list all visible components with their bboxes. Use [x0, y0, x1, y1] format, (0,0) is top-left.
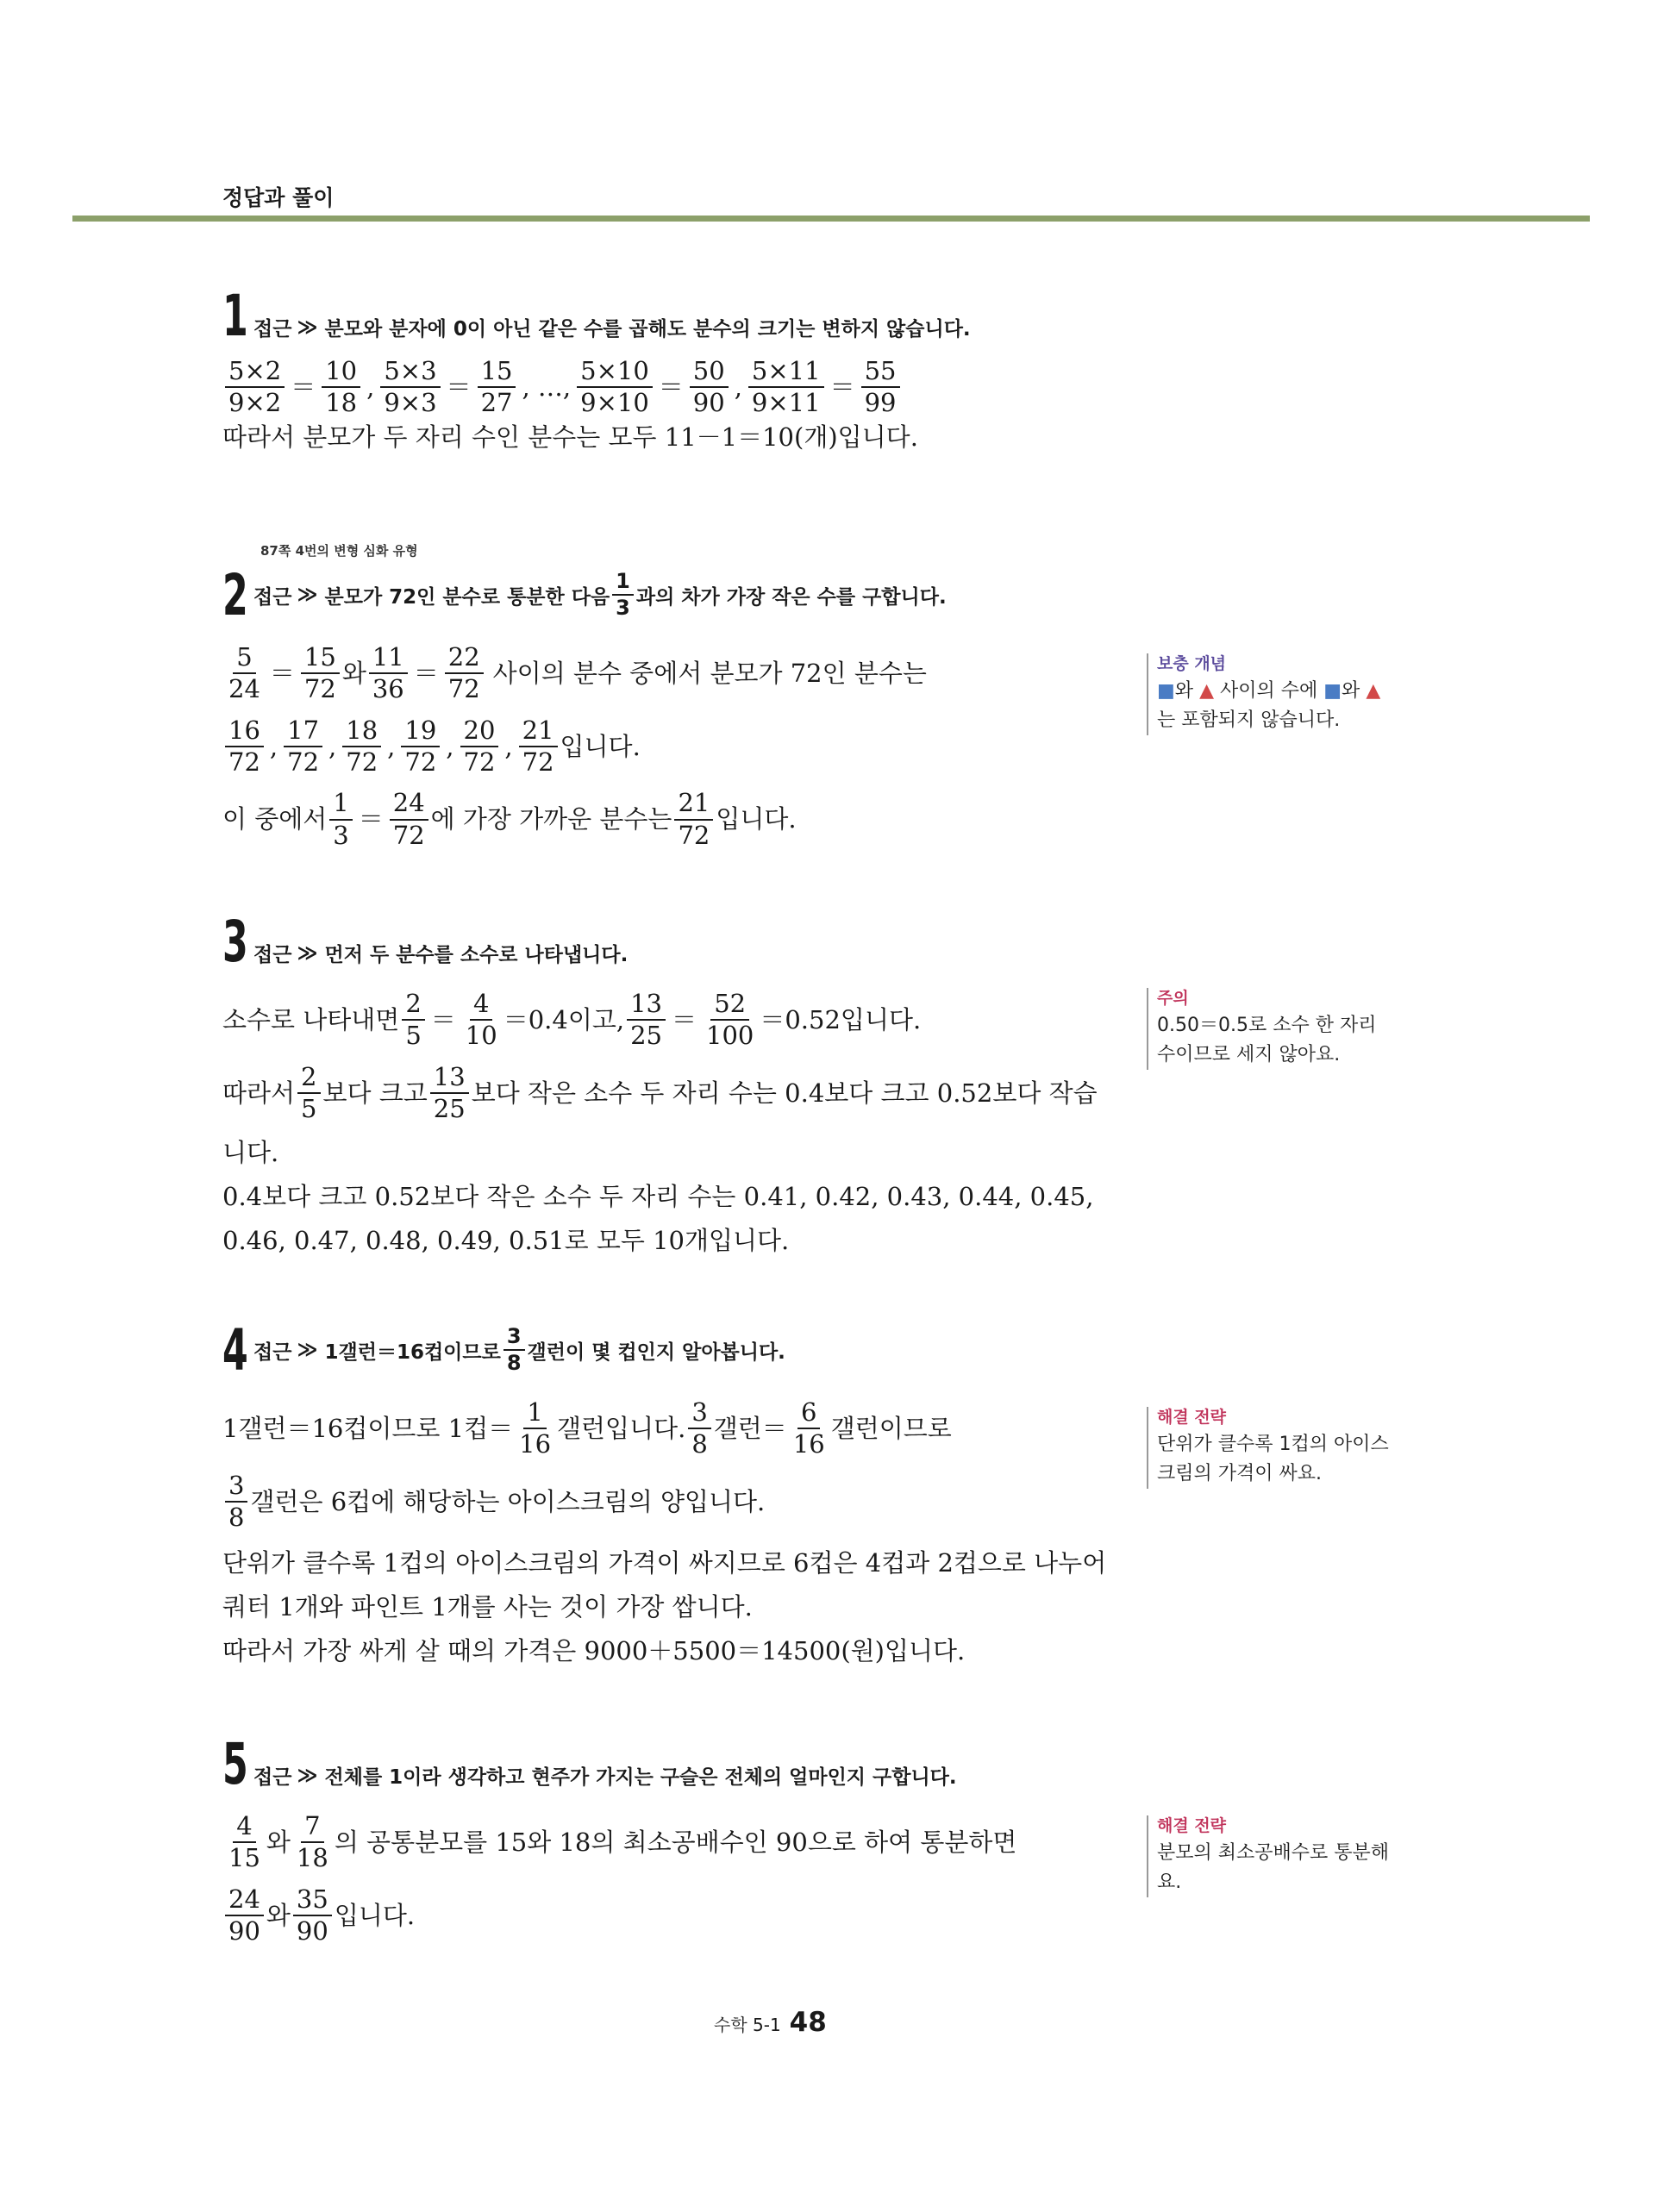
- problem-2: [222, 543, 1110, 850]
- page-header-title: 정답과 풀이: [222, 185, 335, 210]
- problem-number: 4: [222, 1317, 248, 1384]
- approach-hint: [253, 313, 971, 341]
- approach-hint: 접근 ≫ 전체를 1이라 생각하고 현주가 가지는 구슬은 전체의 얼마인지 구합니다.: [253, 1764, 957, 1789]
- problem-number: 2: [222, 562, 248, 628]
- approach-hint: 접근 ≫ 분모가 72인 분수로 통분한 다음 $\frac{1}{3}$ 과의 차가 가장 작은 수를 구합니다.: [253, 568, 947, 621]
- header-divider: [72, 216, 1590, 222]
- triangle-icon: ▲: [1199, 679, 1214, 702]
- approach-hint: 접근 ≫ 먼저 두 분수를 소수로 나타냅니다.: [253, 941, 629, 966]
- triangle-icon: ▲: [1366, 679, 1381, 702]
- solution-line: 따라서 $\frac{2}{5}$ 보다 크고 $\frac{13}{25}$ 보다 작은 소수 두 자리 수는 0.4보다 크고 0.52보다 작습: [222, 1061, 1098, 1124]
- fraction: $\frac{5\times 10}{9\times 10}$: [577, 357, 653, 418]
- side-note-strategy: 해결 전략 단위가 클수록 1컵의 아이스 크림의 가격이 싸요.: [1147, 1407, 1442, 1489]
- approach-label: 접근: [253, 318, 292, 341]
- solution-line: 니다.: [222, 1138, 279, 1168]
- problem-5: [222, 1733, 1110, 1946]
- solution-line: 소수로 나타내면 $\frac{2}{5}$ ＝ $\frac{4}{10}$ ＝0.4이고, $\frac{13}{25}$ ＝ $\frac{52}{100}$ ＝0.52입니다.: [222, 989, 922, 1051]
- problem-4: [222, 1319, 1110, 1664]
- problem-3: [222, 909, 1110, 1256]
- solution-line: $\frac{5\times 2}{9\times 2}$ ＝ $\frac{10}{18}$ , $\frac{5\times 3}{9\times 3}$ ＝ $\frac{15}{27}$ , …, $\frac{5\times 10}{9\times 10}$ ＝ $\frac{50}{90}$ , $\frac{5\times 11}{9\times 11}$ ＝ $\frac{55}{99}$: [222, 357, 1110, 418]
- side-note-caution: 주의 0.50＝0.5로 소수 한 자리 수이므로 세지 않아요.: [1147, 988, 1442, 1070]
- approach-arrow-icon: ≫: [297, 584, 318, 607]
- solution-line: 따라서 분모가 두 자리 수인 분수는 모두 11－1＝10(개)입니다.: [222, 422, 918, 452]
- solution-line: $\frac{4}{15}$ 와 $\frac{7}{18}$ 의 공통분모를 15와 18의 최소공배수인 90으로 하여 통분하면: [228, 1811, 1017, 1873]
- approach-arrow-icon: ≫: [297, 941, 318, 965]
- approach-arrow-icon: ≫: [297, 316, 318, 339]
- problem-1: [222, 284, 1110, 450]
- fraction: $\frac{5\times 11}{9\times 11}$: [748, 357, 824, 418]
- page-footer: [714, 2007, 827, 2038]
- approach-arrow-icon: ≫: [297, 1339, 318, 1362]
- solution-line: $\frac{24}{90}$ 와 $\frac{35}{90}$ 입니다.: [222, 1885, 1110, 1946]
- approach-arrow-icon: ≫: [297, 1764, 318, 1787]
- solution-line: 0.4보다 크고 0.52보다 작은 소수 두 자리 수는 0.41, 0.42, 0.43, 0.44, 0.45,: [222, 1182, 1094, 1212]
- variation-tag: 87쪽 4번의 변형 심화 유형: [260, 543, 418, 559]
- fraction: $\frac{10}{18}$: [322, 357, 360, 418]
- solution-line: $\frac{5}{24}$ ＝ $\frac{15}{72}$ 와 $\frac{11}{36}$ ＝ $\frac{22}{72}$ 사이의 분수 중에서 분모가 72인 분수는: [228, 642, 927, 704]
- solution-line: 이 중에서 $\frac{1}{3}$ ＝ $\frac{24}{72}$ 에 가장 가까운 분수는 $\frac{21}{72}$ 입니다.: [222, 788, 797, 850]
- square-icon: ■: [1323, 679, 1342, 702]
- fraction: $\frac{5\times 2}{9\times 2}$: [225, 357, 285, 418]
- side-note-strategy: 해결 전략 분모의 최소공배수로 통분해 요.: [1147, 1815, 1442, 1897]
- side-note-concept: 보충 개념 ■와 ▲ 사이의 수에 ■와 ▲ 는 포함되지 않습니다.: [1147, 653, 1442, 735]
- fraction: $\frac{1}{3}$: [612, 570, 634, 621]
- solution-line: 단위가 클수록 1컵의 아이스크림의 가격이 싸지므로 6컵은 4컵과 2컵으로 나누어: [222, 1548, 1107, 1578]
- fraction: $\frac{50}{90}$: [690, 357, 729, 418]
- solution-line: 0.46, 0.47, 0.48, 0.49, 0.51로 모두 10개입니다.: [222, 1226, 790, 1256]
- fraction: $\frac{5\times 3}{9\times 3}$: [380, 357, 440, 418]
- fraction: $\frac{55}{99}$: [861, 357, 900, 418]
- problem-number: 1: [222, 283, 248, 349]
- approach-hint: 접근 ≫ 1갤런＝16컵이므로 $\frac{3}{8}$ 갤런이 몇 컵인지 알아봅니다.: [253, 1323, 785, 1376]
- solution-line: $\frac{16}{72}$ , $\frac{17}{72}$ , $\frac{18}{72}$ , $\frac{19}{72}$ , $\frac{20}{72}$ , $\frac{21}{72}$ 입니다.: [222, 716, 1110, 778]
- problem-number: 5: [222, 1731, 248, 1797]
- approach-text: 분모와 분자에 0이 아닌 같은 수를 곱해도 분수의 크기는 변하지 않습니다.: [324, 318, 971, 341]
- fraction: $\frac{15}{27}$: [478, 357, 516, 418]
- solution-line: 1갤런＝16컵이므로 1컵＝ $\frac{1}{16}$ 갤런입니다. $\frac{3}{8}$ 갤런＝ $\frac{6}{16}$ 갤런이므로: [222, 1397, 952, 1459]
- solution-line: 따라서 가장 싸게 살 때의 가격은 9000＋5500＝14500(원)입니다.: [222, 1636, 966, 1666]
- subject-label: 수학 5-1: [714, 2015, 781, 2035]
- problem-number: 3: [222, 909, 248, 975]
- solution-line: $\frac{3}{8}$ 갤런은 6컵에 해당하는 아이스크림의 양입니다.: [222, 1472, 1110, 1533]
- solution-line: 쿼터 1개와 파인트 1개를 사는 것이 가장 쌉니다.: [222, 1592, 753, 1622]
- page-number: 48: [789, 2007, 827, 2038]
- square-icon: ■: [1157, 679, 1175, 702]
